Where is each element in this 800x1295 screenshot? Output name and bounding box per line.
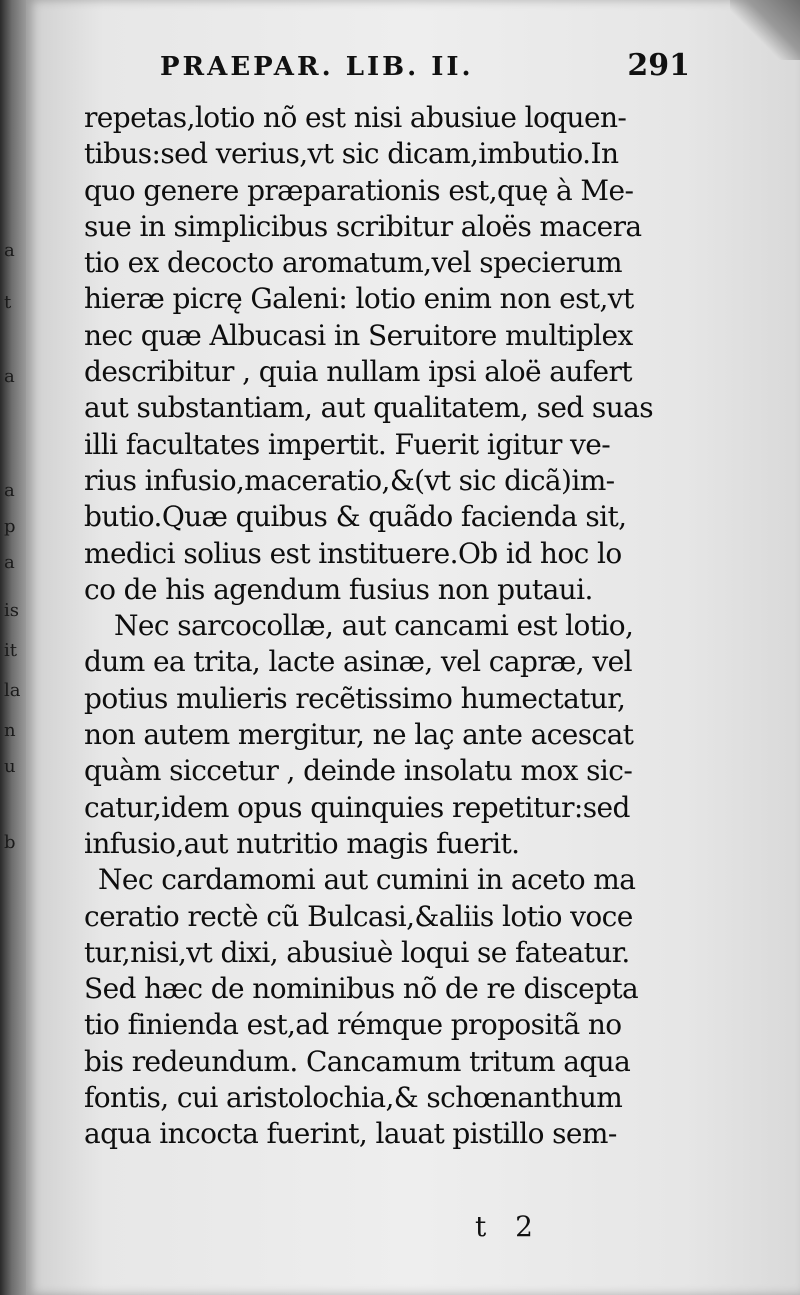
margin-mark: la: [4, 680, 21, 701]
text-line: tur,nisi,vt dixi, abusiuè loqui se fateatur.: [84, 935, 630, 969]
margin-mark: is: [4, 600, 19, 621]
text-line: repetas,lotio nõ est nisi abusiue loquen-: [84, 101, 627, 134]
text-line: rius infusio,maceratio,&(vt sic dicã)im-: [84, 463, 615, 497]
text-line: aut substantiam, aut qualitatem, sed suas: [84, 391, 653, 425]
signature-mark: t 2: [475, 1210, 543, 1243]
text-line: tibus:sed verius,vt sic dicam,imbutio.In: [84, 137, 619, 171]
text-line: butio.Quæ quibus & quãdo facienda sit,: [84, 500, 627, 534]
body-text: [84, 100, 694, 1153]
text-line: dum ea trita, lacte asinæ, vel capræ, vel: [84, 645, 632, 679]
text-line: sue in simplicibus scribitur aloës macera: [84, 209, 642, 243]
text-line: Sed hæc de nominibus nõ de re discepta: [84, 972, 639, 1006]
text-line: hieræ picrę Galeni: lotio enim non est,vt: [84, 282, 634, 316]
page-header: [160, 48, 690, 92]
text-line: describitur , quia nullam ipsi aloë aufert: [84, 355, 632, 389]
text-line: aqua incocta fuerint, lauat pistillo sem-: [84, 1117, 617, 1151]
text-line: catur,idem opus quinquies repetitur:sed: [84, 790, 630, 824]
text-line: bis redeundum. Cancamum tritum aqua: [84, 1044, 631, 1078]
text-line: infusio,aut nutritio magis fuerit.: [84, 826, 520, 860]
running-head: PRAEPAR. LIB. II.: [160, 52, 474, 82]
page-corner-fold: [730, 0, 800, 60]
facing-page-margin: [2, 120, 24, 853]
text-line: non autem mergitur, ne laç ante acescat: [84, 718, 634, 752]
text-line: potius mulieris recẽtissimo humectatur,: [84, 681, 626, 715]
margin-mark: it: [4, 640, 17, 661]
margin-mark: u: [4, 756, 16, 777]
text-line: quàm siccetur , deinde insolatu mox sic-: [84, 754, 633, 788]
paragraph-start-line: Nec sarcocollæ, aut cancami est lotio,: [114, 609, 634, 643]
margin-mark: p: [4, 516, 16, 537]
margin-mark: b: [4, 832, 16, 853]
margin-mark: a: [4, 366, 15, 387]
margin-mark: a: [4, 552, 15, 573]
margin-mark: a: [4, 480, 15, 501]
paragraph-start-line: Nec cardamomi aut cumini in aceto ma: [98, 863, 636, 897]
text-line: illi facultates impertit. Fuerit igitur ve-: [84, 427, 611, 461]
text-line: quo genere præparationis est,quę à Me-: [84, 173, 634, 207]
page-number: 291: [627, 48, 690, 83]
text-line: ceratio rectè cũ Bulcasi,&aliis lotio voce: [84, 899, 633, 933]
margin-mark: n: [4, 720, 16, 741]
text-line: tio finienda est,ad rémque propositã no: [84, 1008, 622, 1042]
text-line: co de his agendum fusius non putaui.: [84, 572, 593, 606]
text-line: medici solius est instituere.Ob id hoc lo: [84, 536, 622, 570]
margin-mark: a: [4, 240, 15, 261]
text-line: tio ex decocto aromatum,vel specierum: [84, 246, 622, 280]
margin-mark: t: [4, 292, 12, 313]
text-line: fontis, cui aristolochia,& schœnanthum: [84, 1081, 623, 1115]
text-line: nec quæ Albucasi in Seruitore multiplex: [84, 318, 633, 352]
